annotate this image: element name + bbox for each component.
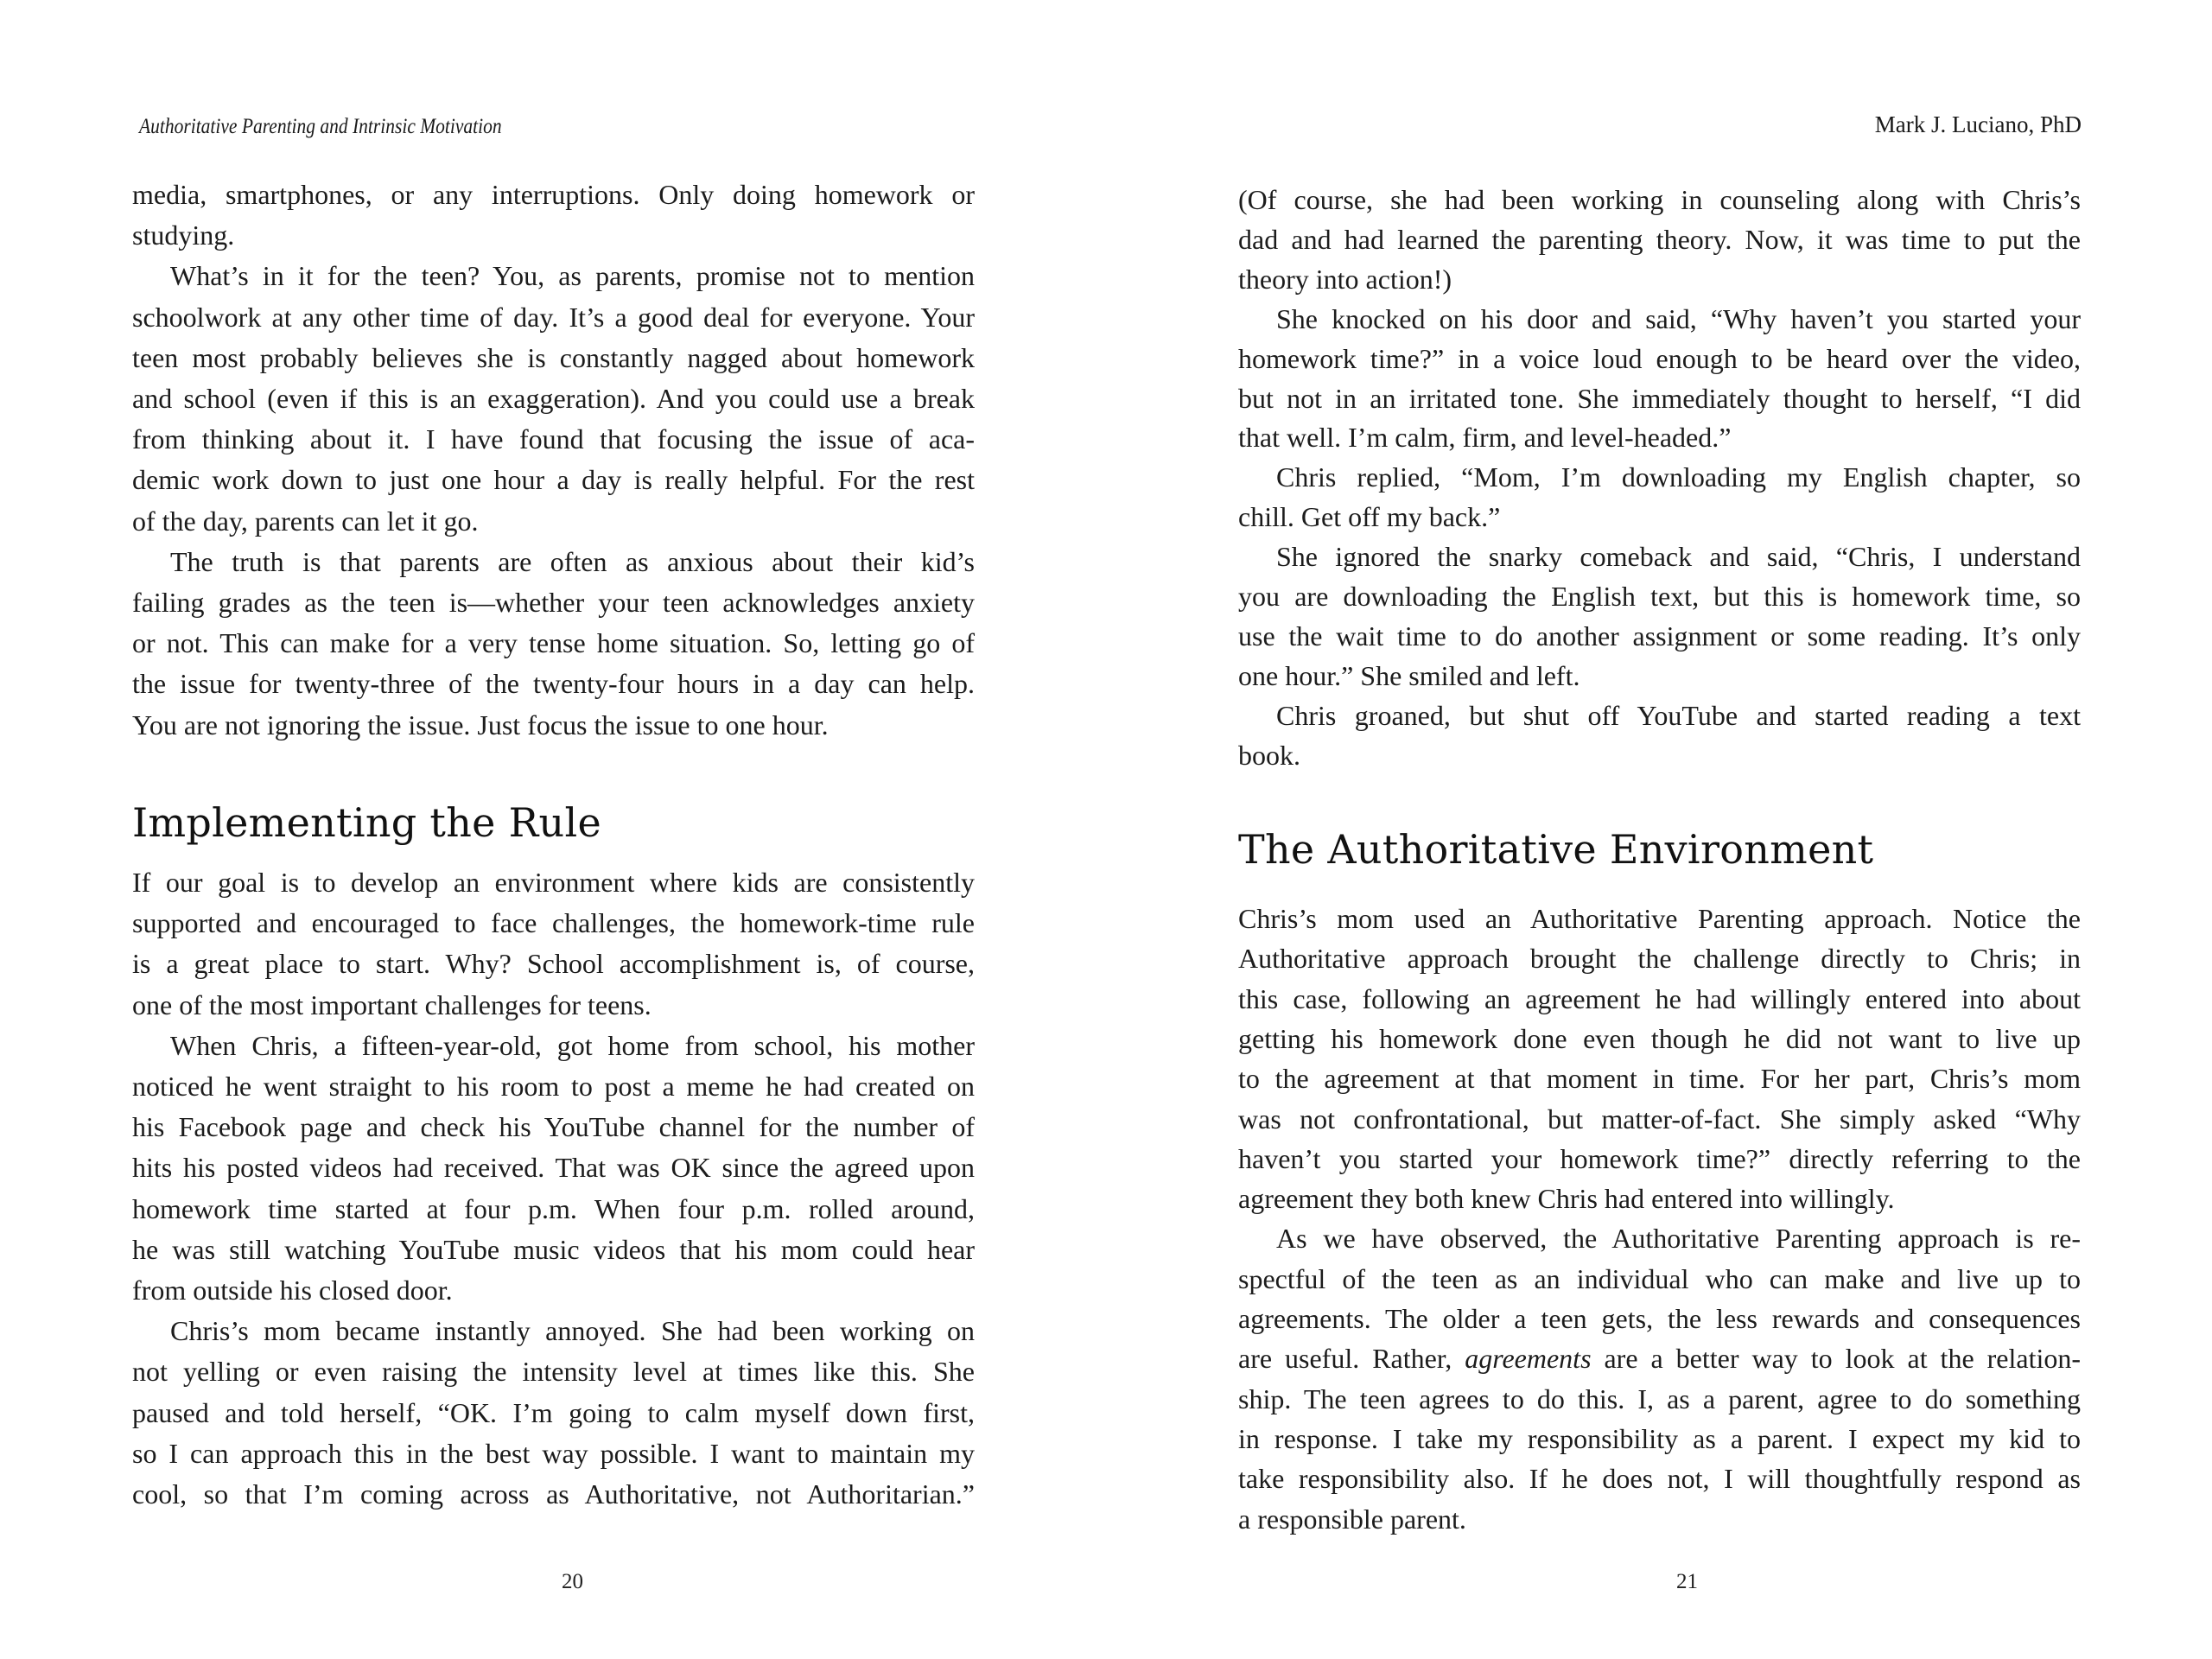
text-line: that well. I’m calm, firm, and level-headed.” <box>1238 422 1732 454</box>
text-line: this case, following an agreement he had willingly entered into about <box>1238 982 2081 1014</box>
text-line: to the agreement at that moment in time. For her part, Chris’s mom <box>1238 1063 2081 1095</box>
running-head-book-title: Authoritative Parenting and Intrinsic Motivation <box>139 115 502 138</box>
text-line: use the wait time to do another assignment or some reading. It’s only <box>1238 620 2081 652</box>
running-head-author: Mark J. Luciano, PhD <box>1874 111 2082 137</box>
text-line: dad and had learned the parenting theory. Now, it was time to put the <box>1238 223 2081 255</box>
text-line: in response. I take my responsibility as a parent. I expect my kid to <box>1238 1422 2081 1454</box>
text-line: he was still watching YouTube music videos that his mom could hear <box>132 1233 975 1265</box>
text-line: homework time started at four p.m. When four p.m. rolled around, <box>132 1192 975 1224</box>
text-line: but not in an irritated tone. She immediately thought to herself, “I did <box>1238 382 2081 414</box>
text-line: from outside his closed door. <box>132 1274 453 1306</box>
text-line: Authoritative approach brought the challenge directly to Chris; in <box>1238 943 2081 975</box>
text-line: not yelling or even raising the intensity level at times like this. She <box>132 1356 975 1388</box>
text-line: noticed he went straight to his room to post a meme he had created on <box>132 1071 975 1102</box>
text-line: When Chris, a fifteen-year-old, got home from school, his mother <box>170 1029 975 1061</box>
page-number-left: 20 <box>562 1570 583 1593</box>
text-line: you are downloading the English text, but this is homework time, so <box>1238 581 2081 612</box>
text-line: demic work down to just one hour a day is really helpful. For the rest <box>132 464 975 496</box>
text-line: homework time?” in a voice loud enough to be heard over the video, <box>1238 342 2081 374</box>
text-line: or not. This can make for a very tense home situation. So, letting go of <box>132 627 975 659</box>
text-line: failing grades as the teen is—whether your teen acknowledges anxiety <box>132 587 975 618</box>
text-line: supported and encouraged to face challenges, the homework-time rule <box>132 907 975 939</box>
text-line: Chris groaned, but shut off YouTube and started reading a text <box>1276 699 2081 731</box>
text-line: take responsibility also. If he does not, I will thoughtfully respond as <box>1238 1463 2081 1495</box>
text-line: the issue for twenty-three of the twenty-four hours in a day can help. <box>132 668 975 700</box>
text-line: getting his homework done even though he did not want to live up <box>1238 1022 2081 1054</box>
page-number-right: 21 <box>1676 1570 1698 1593</box>
text-line: haven’t you started your homework time?” directly referring to the <box>1238 1142 2081 1174</box>
text-line: agreement they both knew Chris had entered into willingly. <box>1238 1183 1895 1215</box>
text-line: spectful of the teen as an individual who can make and live up to <box>1238 1262 2081 1294</box>
text-line: are useful. Rather, agreements are a better way to look at the relation- <box>1238 1343 2082 1375</box>
text-line: so I can approach this in the best way possible. I want to maintain my <box>132 1437 975 1469</box>
text-line: (Of course, she had been working in counseling along with Chris’s <box>1238 184 2081 215</box>
text-line: one hour.” She smiled and left. <box>1238 659 1580 691</box>
text-line: his Facebook page and check his YouTube channel for the number of <box>132 1111 975 1143</box>
text-line: theory into action!) <box>1238 263 1452 295</box>
text-line: schoolwork at any other time of day. It’s a good deal for everyone. Your <box>132 301 975 333</box>
text-line: As we have observed, the Authoritative Parenting approach is re- <box>1276 1223 2081 1255</box>
text-line: She knocked on his door and said, “Why haven’t you started your <box>1276 302 2081 334</box>
text-line: studying. <box>132 219 235 251</box>
text-line: chill. Get off my back.” <box>1238 501 1501 533</box>
section-heading-authoritative-environment: The Authoritative Environment <box>1238 826 1874 873</box>
right-page <box>1106 0 2212 1659</box>
text-line: hits his posted videos had received. That was OK since the agreed upon <box>132 1152 975 1184</box>
text-line: Chris’s mom used an Authoritative Parenting approach. Notice the <box>1238 903 2081 934</box>
text-line: ship. The teen agrees to do this. I, as a parent, agree to do something <box>1238 1382 2081 1414</box>
text-line: book. <box>1238 739 1300 771</box>
text-line: and school (even if this is an exaggeration). And you could use a break <box>132 383 975 414</box>
section-heading-implementing-the-rule: Implementing the Rule <box>132 799 601 846</box>
text-line: one of the most important challenges for teens. <box>132 988 652 1020</box>
text-line: was not confrontational, but matter-of-fact. She simply asked “Why <box>1238 1103 2081 1135</box>
text-line: Chris’s mom became instantly annoyed. She had been working on <box>170 1315 975 1347</box>
text-line: is a great place to start. Why? School accomplishment is, of course, <box>132 948 975 980</box>
text-line: of the day, parents can let it go. <box>132 505 479 537</box>
text-line: from thinking about it. I have found that focusing the issue of aca- <box>132 423 975 455</box>
italic-emphasis: agreements <box>1465 1343 1592 1375</box>
text-line: If our goal is to develop an environment where kids are consistently <box>132 867 975 898</box>
text-line: She ignored the snarky comeback and said, “Chris, I understand <box>1276 541 2081 573</box>
text-line: teen most probably believes she is constantly nagged about homework <box>132 341 975 373</box>
text-line: You are not ignoring the issue. Just focus the issue to one hour. <box>132 709 829 741</box>
text-line: media, smartphones, or any interruptions. Only doing homework or <box>132 179 975 210</box>
text-line: paused and told herself, “OK. I’m going to calm myself down first, <box>132 1396 975 1428</box>
text-line: What’s in it for the teen? You, as parents, promise not to mention <box>170 260 975 292</box>
text-line: agreements. The older a teen gets, the less rewards and consequences <box>1238 1303 2081 1334</box>
text-line: The truth is that parents are often as anxious about their kid’s <box>170 545 975 577</box>
text-line: Chris replied, “Mom, I’m downloading my English chapter, so <box>1276 461 2081 493</box>
text-line: cool, so that I’m coming across as Authoritative, not Authoritarian.” <box>132 1478 975 1510</box>
text-line: a responsible parent. <box>1238 1503 1466 1535</box>
